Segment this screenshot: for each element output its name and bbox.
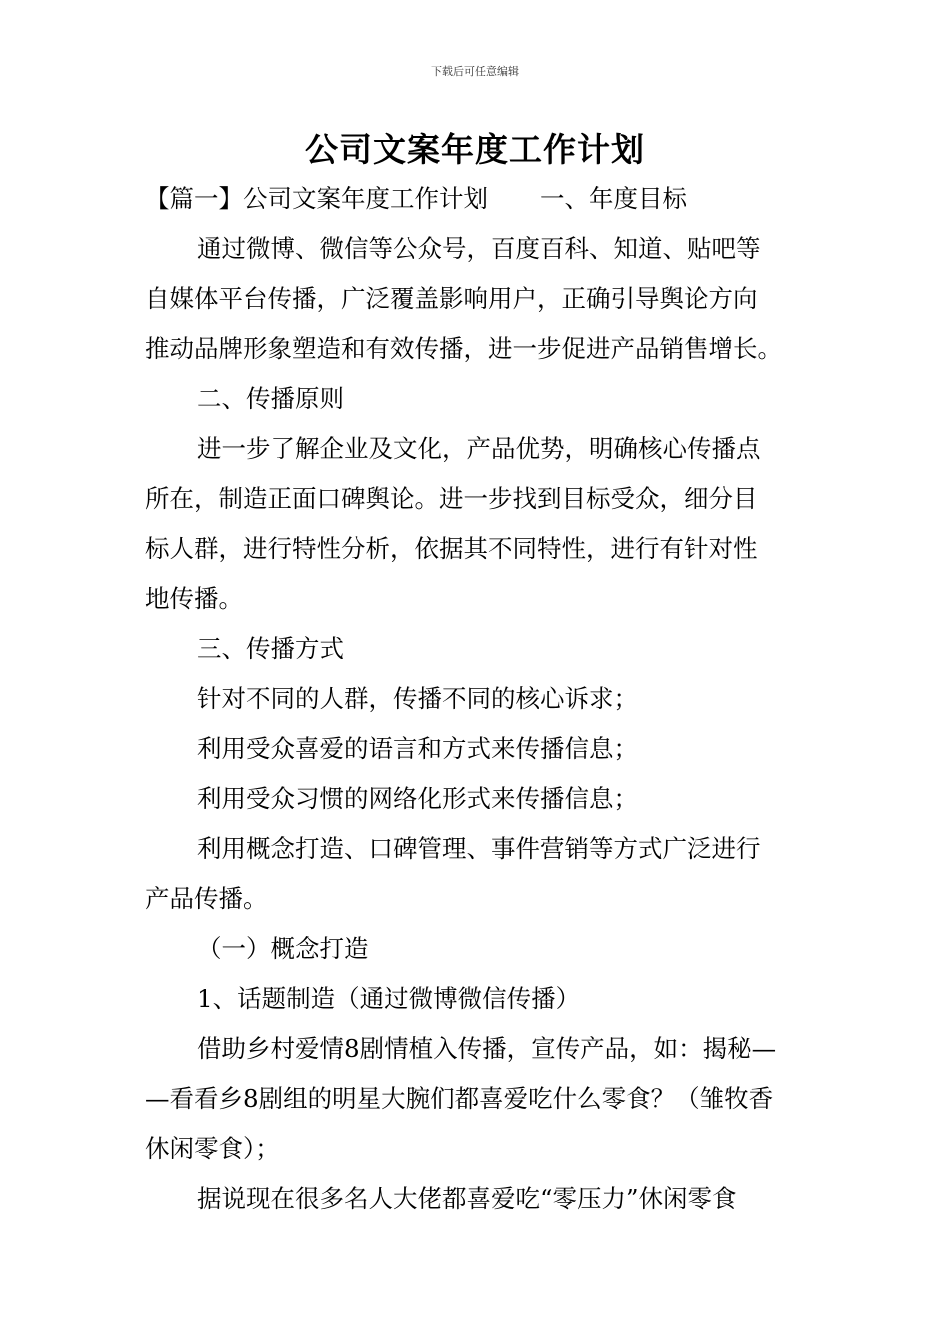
paragraph-line: 针对不同的人群，传播不同的核心诉求； [197, 684, 638, 713]
paragraph-line: 利用受众喜爱的语言和方式来传播信息； [197, 734, 638, 763]
paragraph-line: 标人群，进行特性分析，依据其不同特性，进行有针对性 [145, 534, 758, 563]
paragraph-line: 地传播。 [145, 584, 243, 613]
section-heading: 一、年度目标 [540, 184, 687, 213]
paragraph-line: —看看乡8剧组的明星大腕们都喜爱吃什么零食？（雏牧香 [145, 1084, 774, 1113]
paragraph-line: 利用受众习惯的网络化形式来传播信息； [197, 784, 638, 813]
subsection-heading: （一）概念打造 [197, 934, 369, 963]
paragraph-line: 利用概念打造、口碑管理、事件营销等方式广泛进行 [197, 834, 761, 863]
paragraph-line: 借助乡村爱情8剧情植入传播，宣传产品，如：揭秘— [197, 1034, 777, 1063]
paragraph-line: 推动品牌形象塑造和有效传播，进一步促进产品销售增长。 [145, 334, 782, 363]
part-label: 【篇一】公司文案年度工作计划 [145, 184, 488, 213]
paragraph-line: 所在，制造正面口碑舆论。进一步找到目标受众，细分目 [145, 484, 758, 513]
paragraph-line: 产品传播。 [145, 884, 268, 913]
document-body [145, 174, 808, 1224]
paragraph-line: 自媒体平台传播，广泛覆盖影响用户，正确引导舆论方向 [145, 284, 758, 313]
subsection-heading: 1、话题制造（通过微博微信传播） [197, 984, 581, 1013]
paragraph-line: 通过微博、微信等公众号，百度百科、知道、贴吧等 [197, 234, 761, 263]
paragraph-line: 休闲零食）； [145, 1134, 280, 1163]
section-heading: 三、传播方式 [197, 634, 344, 663]
header-note: 下载后可任意编辑 [431, 65, 519, 78]
document-title: 公司文案年度工作计划 [305, 130, 645, 169]
paragraph-line: 据说现在很多名人大佬都喜爱吃“零压力”休闲零食 [197, 1184, 737, 1213]
section-heading-line [145, 174, 808, 224]
paragraph-line: 进一步了解企业及文化，产品优势，明确核心传播点 [197, 434, 761, 463]
section-heading: 二、传播原则 [197, 384, 344, 413]
